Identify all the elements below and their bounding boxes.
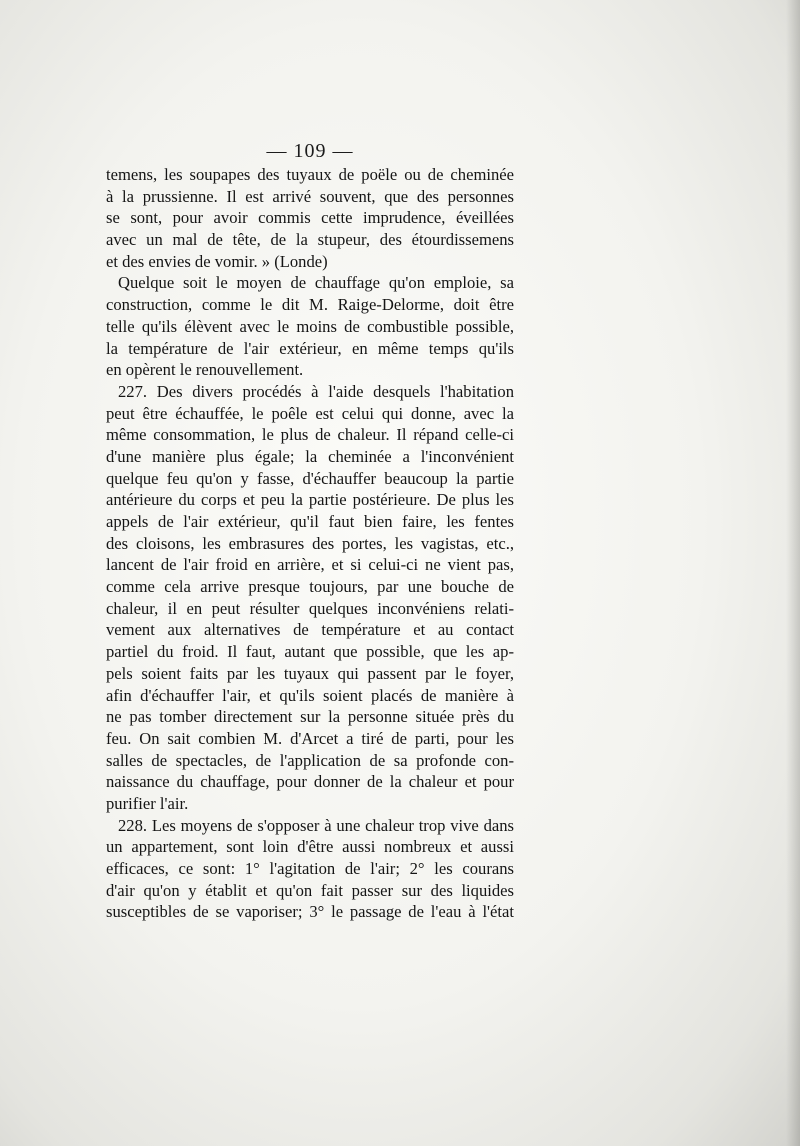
text-line: comme cela arrive presque toujours, par une bouche de [106,577,514,597]
text-line: peut être échauffée, le poêle est celui qui donne, avec la [106,403,514,423]
text-line: 227. Des divers procédés à l'aide desquels l'habitation [118,381,514,401]
text-line: avec un mal de tête, de la stupeur, des étourdissemens [106,230,514,250]
text-line: susceptibles de se vaporiser; 3° le passage de l'eau à l'état [106,902,514,922]
text-line: efficaces, ce sont: 1° l'agitation de l'air; 2° les courans [106,859,514,878]
text-line: appels de l'air extérieur, qu'il faut bien faire, les fentes [106,512,514,531]
text-line: à la prussienne. Il est arrivé souvent, que des personnes [106,186,514,206]
text-line: en opèrent le renouvellement. [106,360,304,380]
text-line: quelque feu qu'on y fasse, d'échauffer beaucoup la partie [106,468,514,488]
text-line: telle qu'ils élèvent avec le moins de combustible possible, [106,316,514,336]
text-line: temens, les soupapes des tuyaux de poële ou de cheminée [106,165,514,184]
text-line: feu. On sait combien M. d'Arcet a tiré de parti, pour les [106,728,514,748]
text-line: d'air qu'on y établit et qu'on fait passer sur des liquides [106,880,514,900]
text-line: lancent de l'air froid en arrière, et si celui-ci ne vient pas, [106,555,514,575]
text-line: se sont, pour avoir commis cette imprudence, éveillées [106,208,514,228]
text-line: afin d'échauffer l'air, et qu'ils soient placés de manière à [106,685,514,705]
text-line: Quelque soit le moyen de chauffage qu'on emploie, sa [118,273,514,293]
text-line: chaleur, il en peut résulter quelques inconvéniens relati- [106,598,514,618]
text-line: un appartement, sont loin d'être aussi nombreux et aussi [106,837,514,857]
text-line: vement aux alternatives de température et au contact [106,620,514,640]
text-line: salles de spectacles, de l'application de sa profonde con- [106,750,514,770]
text-line: 228. Les moyens de s'opposer à une chaleur trop vive dans [118,815,514,835]
text-line: partiel du froid. Il faut, autant que possible, que les ap- [106,642,514,662]
text-line: antérieure du corps et peu la partie postérieure. De plus les [106,490,514,510]
text-line: construction, comme le dit M. Raige-Delorme, doit être [106,295,514,315]
text-line: pels soient faits par les tuyaux qui passent par le foyer, [106,663,514,683]
text-line: des cloisons, les embrasures des portes, les vagistas, etc., [106,533,514,553]
text-line: la température de l'air extérieur, en même temps qu'ils [106,338,514,358]
text-line: et des envies de vomir. » (Londe) [106,251,328,271]
text-line: ne pas tomber directement sur la personne située près du [106,707,514,727]
text-line: naissance du chauffage, pour donner de la chaleur et pour [106,772,514,792]
text-line: d'une manière plus égale; la cheminée a l'inconvénient [106,446,514,466]
text-line: même consommation, le plus de chaleur. Il répand celle-ci [106,425,514,445]
text-line: purifier l'air. [106,793,189,813]
page-number: — 109 — [266,140,354,162]
page-edge-shadow [786,0,800,1146]
body-text [106,164,514,923]
